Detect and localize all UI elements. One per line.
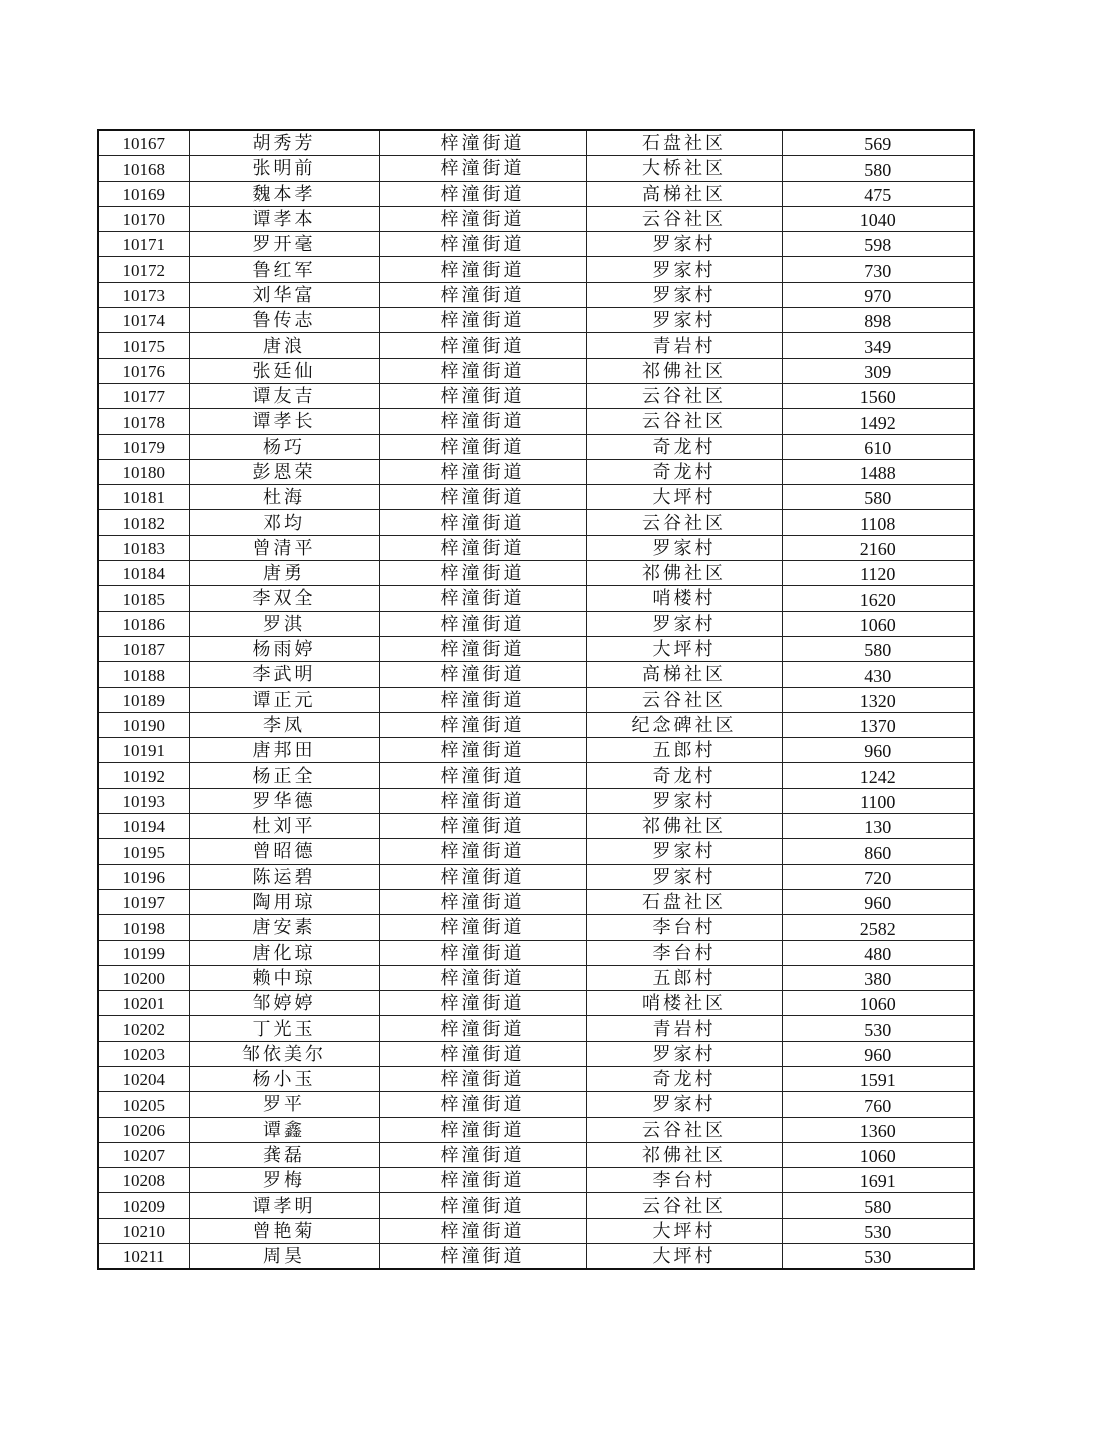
person-name-cell: 胡秀芳 xyxy=(189,130,379,156)
community-cell: 大桥社区 xyxy=(586,156,782,181)
amount-cell: 1492 xyxy=(782,409,974,434)
record-id-cell: 10195 xyxy=(98,839,189,864)
subdistrict-cell: 梓潼街道 xyxy=(379,1168,586,1193)
subdistrict-cell: 梓潼街道 xyxy=(379,636,586,661)
record-id-cell: 10201 xyxy=(98,991,189,1016)
table-row xyxy=(98,763,974,788)
person-name-cell: 张廷仙 xyxy=(189,358,379,383)
table-row xyxy=(98,383,974,408)
community-cell: 纪念碑社区 xyxy=(586,712,782,737)
amount-cell: 2582 xyxy=(782,915,974,940)
table-row xyxy=(98,965,974,990)
person-name-cell: 周昊 xyxy=(189,1244,379,1270)
community-cell: 祁佛社区 xyxy=(586,814,782,839)
amount-cell: 309 xyxy=(782,358,974,383)
record-id-cell: 10203 xyxy=(98,1041,189,1066)
table-row xyxy=(98,1142,974,1167)
table-row xyxy=(98,181,974,206)
subdistrict-cell: 梓潼街道 xyxy=(379,1218,586,1243)
table-row xyxy=(98,915,974,940)
person-name-cell: 杨巧 xyxy=(189,434,379,459)
table-row xyxy=(98,788,974,813)
record-id-cell: 10168 xyxy=(98,156,189,181)
record-id-cell: 10174 xyxy=(98,308,189,333)
person-name-cell: 李武明 xyxy=(189,662,379,687)
table-row xyxy=(98,130,974,156)
community-cell: 罗家村 xyxy=(586,611,782,636)
community-cell: 云谷社区 xyxy=(586,687,782,712)
subdistrict-cell: 梓潼街道 xyxy=(379,232,586,257)
record-id-cell: 10188 xyxy=(98,662,189,687)
subdistrict-cell: 梓潼街道 xyxy=(379,712,586,737)
person-name-cell: 谭友吉 xyxy=(189,383,379,408)
amount-cell: 530 xyxy=(782,1244,974,1270)
amount-cell: 1060 xyxy=(782,1142,974,1167)
amount-cell: 580 xyxy=(782,156,974,181)
subdistrict-cell: 梓潼街道 xyxy=(379,485,586,510)
subdistrict-cell: 梓潼街道 xyxy=(379,459,586,484)
amount-cell: 1360 xyxy=(782,1117,974,1142)
person-name-cell: 邹婷婷 xyxy=(189,991,379,1016)
table-row xyxy=(98,687,974,712)
community-cell: 大坪村 xyxy=(586,485,782,510)
record-id-cell: 10191 xyxy=(98,738,189,763)
amount-cell: 1560 xyxy=(782,383,974,408)
record-id-cell: 10183 xyxy=(98,535,189,560)
record-id-cell: 10208 xyxy=(98,1168,189,1193)
person-name-cell: 曾艳菊 xyxy=(189,1218,379,1243)
person-name-cell: 罗平 xyxy=(189,1092,379,1117)
table-row xyxy=(98,1193,974,1218)
record-id-cell: 10210 xyxy=(98,1218,189,1243)
table-row xyxy=(98,282,974,307)
person-name-cell: 丁光玉 xyxy=(189,1016,379,1041)
amount-cell: 1691 xyxy=(782,1168,974,1193)
record-id-cell: 10196 xyxy=(98,864,189,889)
community-cell: 罗家村 xyxy=(586,232,782,257)
record-id-cell: 10179 xyxy=(98,434,189,459)
amount-cell: 580 xyxy=(782,485,974,510)
subdistrict-cell: 梓潼街道 xyxy=(379,1193,586,1218)
subdistrict-cell: 梓潼街道 xyxy=(379,586,586,611)
table-row xyxy=(98,561,974,586)
subdistrict-cell: 梓潼街道 xyxy=(379,434,586,459)
community-cell: 五郎村 xyxy=(586,738,782,763)
record-id-cell: 10205 xyxy=(98,1092,189,1117)
subdistrict-cell: 梓潼街道 xyxy=(379,333,586,358)
community-cell: 罗家村 xyxy=(586,864,782,889)
table-row xyxy=(98,991,974,1016)
table-row xyxy=(98,586,974,611)
person-name-cell: 陶用琼 xyxy=(189,889,379,914)
records-table-body xyxy=(98,130,974,1269)
person-name-cell: 罗梅 xyxy=(189,1168,379,1193)
amount-cell: 569 xyxy=(782,130,974,156)
subdistrict-cell: 梓潼街道 xyxy=(379,788,586,813)
record-id-cell: 10182 xyxy=(98,510,189,535)
community-cell: 祁佛社区 xyxy=(586,358,782,383)
table-row xyxy=(98,232,974,257)
amount-cell: 1060 xyxy=(782,991,974,1016)
amount-cell: 1040 xyxy=(782,206,974,231)
record-id-cell: 10173 xyxy=(98,282,189,307)
amount-cell: 430 xyxy=(782,662,974,687)
amount-cell: 970 xyxy=(782,282,974,307)
table-row xyxy=(98,206,974,231)
subdistrict-cell: 梓潼街道 xyxy=(379,181,586,206)
subdistrict-cell: 梓潼街道 xyxy=(379,1117,586,1142)
community-cell: 奇龙村 xyxy=(586,763,782,788)
community-cell: 罗家村 xyxy=(586,308,782,333)
subdistrict-cell: 梓潼街道 xyxy=(379,561,586,586)
subdistrict-cell: 梓潼街道 xyxy=(379,1016,586,1041)
subdistrict-cell: 梓潼街道 xyxy=(379,1244,586,1270)
amount-cell: 720 xyxy=(782,864,974,889)
amount-cell: 960 xyxy=(782,738,974,763)
subdistrict-cell: 梓潼街道 xyxy=(379,889,586,914)
amount-cell: 380 xyxy=(782,965,974,990)
record-id-cell: 10172 xyxy=(98,257,189,282)
record-id-cell: 10169 xyxy=(98,181,189,206)
table-row xyxy=(98,510,974,535)
subdistrict-cell: 梓潼街道 xyxy=(379,257,586,282)
table-row xyxy=(98,434,974,459)
amount-cell: 1370 xyxy=(782,712,974,737)
community-cell: 李台村 xyxy=(586,940,782,965)
community-cell: 高梯社区 xyxy=(586,662,782,687)
table-row xyxy=(98,1041,974,1066)
table-row xyxy=(98,1218,974,1243)
table-row xyxy=(98,636,974,661)
record-id-cell: 10177 xyxy=(98,383,189,408)
amount-cell: 1060 xyxy=(782,611,974,636)
table-row xyxy=(98,1117,974,1142)
person-name-cell: 邓均 xyxy=(189,510,379,535)
person-name-cell: 唐安素 xyxy=(189,915,379,940)
table-row xyxy=(98,940,974,965)
person-name-cell: 谭正元 xyxy=(189,687,379,712)
person-name-cell: 杜刘平 xyxy=(189,814,379,839)
record-id-cell: 10211 xyxy=(98,1244,189,1270)
record-id-cell: 10194 xyxy=(98,814,189,839)
table-row xyxy=(98,839,974,864)
amount-cell: 580 xyxy=(782,636,974,661)
table-row xyxy=(98,611,974,636)
community-cell: 罗家村 xyxy=(586,257,782,282)
community-cell: 罗家村 xyxy=(586,1041,782,1066)
amount-cell: 480 xyxy=(782,940,974,965)
person-name-cell: 谭孝长 xyxy=(189,409,379,434)
subdistrict-cell: 梓潼街道 xyxy=(379,611,586,636)
record-id-cell: 10187 xyxy=(98,636,189,661)
community-cell: 奇龙村 xyxy=(586,434,782,459)
person-name-cell: 曾昭德 xyxy=(189,839,379,864)
table-row xyxy=(98,814,974,839)
subdistrict-cell: 梓潼街道 xyxy=(379,1066,586,1091)
person-name-cell: 杨正全 xyxy=(189,763,379,788)
subdistrict-cell: 梓潼街道 xyxy=(379,409,586,434)
subdistrict-cell: 梓潼街道 xyxy=(379,814,586,839)
record-id-cell: 10209 xyxy=(98,1193,189,1218)
amount-cell: 1320 xyxy=(782,687,974,712)
amount-cell: 610 xyxy=(782,434,974,459)
community-cell: 哨楼村 xyxy=(586,586,782,611)
subdistrict-cell: 梓潼街道 xyxy=(379,130,586,156)
table-row xyxy=(98,535,974,560)
community-cell: 大坪村 xyxy=(586,1244,782,1270)
community-cell: 李台村 xyxy=(586,1168,782,1193)
record-id-cell: 10171 xyxy=(98,232,189,257)
record-id-cell: 10175 xyxy=(98,333,189,358)
amount-cell: 2160 xyxy=(782,535,974,560)
table-row xyxy=(98,257,974,282)
amount-cell: 860 xyxy=(782,839,974,864)
table-row xyxy=(98,662,974,687)
person-name-cell: 赖中琼 xyxy=(189,965,379,990)
amount-cell: 1242 xyxy=(782,763,974,788)
record-id-cell: 10202 xyxy=(98,1016,189,1041)
subdistrict-cell: 梓潼街道 xyxy=(379,156,586,181)
amount-cell: 1620 xyxy=(782,586,974,611)
amount-cell: 475 xyxy=(782,181,974,206)
record-id-cell: 10185 xyxy=(98,586,189,611)
amount-cell: 130 xyxy=(782,814,974,839)
subdistrict-cell: 梓潼街道 xyxy=(379,763,586,788)
person-name-cell: 魏本孝 xyxy=(189,181,379,206)
community-cell: 祁佛社区 xyxy=(586,1142,782,1167)
person-name-cell: 鲁红军 xyxy=(189,257,379,282)
community-cell: 罗家村 xyxy=(586,282,782,307)
record-id-cell: 10170 xyxy=(98,206,189,231)
person-name-cell: 李双全 xyxy=(189,586,379,611)
amount-cell: 960 xyxy=(782,889,974,914)
subdistrict-cell: 梓潼街道 xyxy=(379,308,586,333)
community-cell: 高梯社区 xyxy=(586,181,782,206)
subdistrict-cell: 梓潼街道 xyxy=(379,282,586,307)
amount-cell: 960 xyxy=(782,1041,974,1066)
person-name-cell: 谭孝明 xyxy=(189,1193,379,1218)
person-name-cell: 刘华富 xyxy=(189,282,379,307)
subdistrict-cell: 梓潼街道 xyxy=(379,687,586,712)
person-name-cell: 杜海 xyxy=(189,485,379,510)
subdistrict-cell: 梓潼街道 xyxy=(379,1092,586,1117)
table-row xyxy=(98,409,974,434)
record-id-cell: 10181 xyxy=(98,485,189,510)
table-row xyxy=(98,864,974,889)
subdistrict-cell: 梓潼街道 xyxy=(379,940,586,965)
community-cell: 李台村 xyxy=(586,915,782,940)
amount-cell: 1108 xyxy=(782,510,974,535)
amount-cell: 580 xyxy=(782,1193,974,1218)
record-id-cell: 10199 xyxy=(98,940,189,965)
record-id-cell: 10189 xyxy=(98,687,189,712)
person-name-cell: 杨小玉 xyxy=(189,1066,379,1091)
person-name-cell: 李凤 xyxy=(189,712,379,737)
community-cell: 云谷社区 xyxy=(586,1193,782,1218)
person-name-cell: 杨雨婷 xyxy=(189,636,379,661)
subdistrict-cell: 梓潼街道 xyxy=(379,510,586,535)
person-name-cell: 张明前 xyxy=(189,156,379,181)
record-id-cell: 10192 xyxy=(98,763,189,788)
table-row xyxy=(98,1168,974,1193)
record-id-cell: 10207 xyxy=(98,1142,189,1167)
person-name-cell: 曾清平 xyxy=(189,535,379,560)
community-cell: 祁佛社区 xyxy=(586,561,782,586)
subdistrict-cell: 梓潼街道 xyxy=(379,738,586,763)
subdistrict-cell: 梓潼街道 xyxy=(379,383,586,408)
subdistrict-cell: 梓潼街道 xyxy=(379,839,586,864)
subdistrict-cell: 梓潼街道 xyxy=(379,662,586,687)
amount-cell: 730 xyxy=(782,257,974,282)
subdistrict-cell: 梓潼街道 xyxy=(379,535,586,560)
table-row xyxy=(98,358,974,383)
community-cell: 石盘社区 xyxy=(586,130,782,156)
person-name-cell: 唐邦田 xyxy=(189,738,379,763)
amount-cell: 530 xyxy=(782,1016,974,1041)
record-id-cell: 10178 xyxy=(98,409,189,434)
amount-cell: 760 xyxy=(782,1092,974,1117)
person-name-cell: 唐勇 xyxy=(189,561,379,586)
community-cell: 罗家村 xyxy=(586,839,782,864)
person-name-cell: 罗华德 xyxy=(189,788,379,813)
table-row xyxy=(98,1244,974,1270)
amount-cell: 1488 xyxy=(782,459,974,484)
person-name-cell: 谭孝本 xyxy=(189,206,379,231)
community-cell: 云谷社区 xyxy=(586,510,782,535)
subdistrict-cell: 梓潼街道 xyxy=(379,1041,586,1066)
amount-cell: 1120 xyxy=(782,561,974,586)
subdistrict-cell: 梓潼街道 xyxy=(379,965,586,990)
person-name-cell: 谭鑫 xyxy=(189,1117,379,1142)
amount-cell: 1100 xyxy=(782,788,974,813)
amount-cell: 349 xyxy=(782,333,974,358)
person-name-cell: 彭恩荣 xyxy=(189,459,379,484)
amount-cell: 598 xyxy=(782,232,974,257)
table-row xyxy=(98,156,974,181)
community-cell: 五郎村 xyxy=(586,965,782,990)
record-id-cell: 10176 xyxy=(98,358,189,383)
amount-cell: 1591 xyxy=(782,1066,974,1091)
table-row xyxy=(98,1016,974,1041)
record-id-cell: 10204 xyxy=(98,1066,189,1091)
table-row xyxy=(98,1066,974,1091)
table-row xyxy=(98,738,974,763)
community-cell: 奇龙村 xyxy=(586,1066,782,1091)
table-row xyxy=(98,333,974,358)
record-id-cell: 10197 xyxy=(98,889,189,914)
record-id-cell: 10200 xyxy=(98,965,189,990)
community-cell: 云谷社区 xyxy=(586,383,782,408)
community-cell: 青岩村 xyxy=(586,1016,782,1041)
community-cell: 云谷社区 xyxy=(586,1117,782,1142)
amount-cell: 530 xyxy=(782,1218,974,1243)
subdistrict-cell: 梓潼街道 xyxy=(379,864,586,889)
subdistrict-cell: 梓潼街道 xyxy=(379,991,586,1016)
table-row xyxy=(98,889,974,914)
subdistrict-cell: 梓潼街道 xyxy=(379,1142,586,1167)
table-row xyxy=(98,459,974,484)
community-cell: 云谷社区 xyxy=(586,206,782,231)
table-row xyxy=(98,308,974,333)
person-name-cell: 邹依美尔 xyxy=(189,1041,379,1066)
person-name-cell: 鲁传志 xyxy=(189,308,379,333)
records-table xyxy=(97,129,975,1270)
table-row xyxy=(98,712,974,737)
record-id-cell: 10206 xyxy=(98,1117,189,1142)
community-cell: 哨楼社区 xyxy=(586,991,782,1016)
person-name-cell: 罗淇 xyxy=(189,611,379,636)
community-cell: 青岩村 xyxy=(586,333,782,358)
record-id-cell: 10167 xyxy=(98,130,189,156)
subdistrict-cell: 梓潼街道 xyxy=(379,358,586,383)
community-cell: 云谷社区 xyxy=(586,409,782,434)
community-cell: 罗家村 xyxy=(586,535,782,560)
community-cell: 石盘社区 xyxy=(586,889,782,914)
record-id-cell: 10190 xyxy=(98,712,189,737)
community-cell: 罗家村 xyxy=(586,788,782,813)
community-cell: 大坪村 xyxy=(586,636,782,661)
person-name-cell: 罗开毫 xyxy=(189,232,379,257)
table-row xyxy=(98,1092,974,1117)
record-id-cell: 10180 xyxy=(98,459,189,484)
table-row xyxy=(98,485,974,510)
person-name-cell: 龚磊 xyxy=(189,1142,379,1167)
community-cell: 罗家村 xyxy=(586,1092,782,1117)
subdistrict-cell: 梓潼街道 xyxy=(379,206,586,231)
person-name-cell: 唐浪 xyxy=(189,333,379,358)
record-id-cell: 10193 xyxy=(98,788,189,813)
amount-cell: 898 xyxy=(782,308,974,333)
person-name-cell: 陈运碧 xyxy=(189,864,379,889)
person-name-cell: 唐化琼 xyxy=(189,940,379,965)
record-id-cell: 10198 xyxy=(98,915,189,940)
record-id-cell: 10184 xyxy=(98,561,189,586)
community-cell: 大坪村 xyxy=(586,1218,782,1243)
community-cell: 奇龙村 xyxy=(586,459,782,484)
subdistrict-cell: 梓潼街道 xyxy=(379,915,586,940)
record-id-cell: 10186 xyxy=(98,611,189,636)
